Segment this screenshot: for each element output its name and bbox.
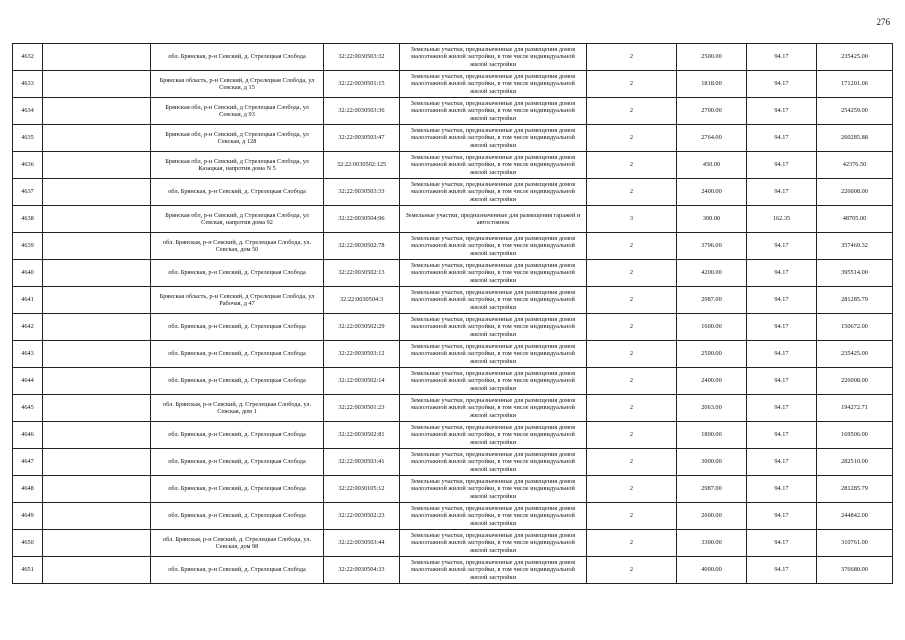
cadastral-value-cell: 282510.00 — [817, 449, 893, 476]
blank-cell — [43, 44, 151, 71]
address-cell: обл. Брянская, р-н Севский, д. Стрелецкая Слобода — [151, 557, 324, 584]
table-row — [13, 422, 893, 449]
use-category-cell: 2 — [587, 341, 677, 368]
table-row — [13, 71, 893, 98]
row-number-cell: 4647 — [13, 449, 43, 476]
rate-cell: 94.17 — [747, 71, 817, 98]
rate-cell: 94.17 — [747, 98, 817, 125]
blank-cell — [43, 395, 151, 422]
address-cell: Брянская обл, р-н Севский, д Стрелецкая Слобода, ул Казацкая, напротив дома N 5 — [151, 152, 324, 179]
table-row — [13, 503, 893, 530]
cadastral-value-cell: 226008.00 — [817, 368, 893, 395]
blank-cell — [43, 530, 151, 557]
land-use-cell: Земельные участки, предназначенные для размещения домов малоэтажной жилой застройки, в том числе индивидуальной жилой застройки — [400, 341, 587, 368]
blank-cell — [43, 98, 151, 125]
cadastral-number-cell: 32:22:0030502:78 — [324, 233, 400, 260]
use-category-cell: 2 — [587, 71, 677, 98]
table-row — [13, 341, 893, 368]
cadastral-value-cell: 254259.00 — [817, 98, 893, 125]
table-row — [13, 152, 893, 179]
rate-cell: 94.17 — [747, 233, 817, 260]
use-category-cell: 2 — [587, 530, 677, 557]
rate-cell: 94.17 — [747, 368, 817, 395]
rate-cell: 94.17 — [747, 557, 817, 584]
blank-cell — [43, 422, 151, 449]
blank-cell — [43, 206, 151, 233]
row-number-cell: 4651 — [13, 557, 43, 584]
cadastral-number-cell: 32:22:0030504:96 — [324, 206, 400, 233]
land-use-cell: Земельные участки, предназначенные для размещения домов малоэтажной жилой застройки, в том числе индивидуальной жилой застройки — [400, 71, 587, 98]
rate-cell: 94.17 — [747, 449, 817, 476]
cadastral-number-cell: 32:22:0030503:36 — [324, 98, 400, 125]
area-cell: 2600.00 — [677, 503, 747, 530]
area-cell: 2987.00 — [677, 287, 747, 314]
use-category-cell: 2 — [587, 233, 677, 260]
area-cell: 1800.00 — [677, 422, 747, 449]
blank-cell — [43, 368, 151, 395]
blank-cell — [43, 152, 151, 179]
area-cell: 2400.00 — [677, 179, 747, 206]
cadastral-number-cell: 32:22:0030503:32 — [324, 44, 400, 71]
address-cell: обл. Брянская, р-н Севский, д. Стрелецкая Слобода — [151, 260, 324, 287]
row-number-cell: 4636 — [13, 152, 43, 179]
use-category-cell: 2 — [587, 44, 677, 71]
area-cell: 2987.00 — [677, 476, 747, 503]
use-category-cell: 2 — [587, 449, 677, 476]
cadastral-number-cell: 32:22:0030503:47 — [324, 125, 400, 152]
blank-cell — [43, 179, 151, 206]
land-use-cell: Земельные участки, предназначенные для размещения гаражей и автостоянок — [400, 206, 587, 233]
address-cell: обл. Брянская, р-н Севский, д. Стрелецкая Слобода — [151, 314, 324, 341]
row-number-cell: 4649 — [13, 503, 43, 530]
area-cell: 4000.00 — [677, 557, 747, 584]
land-use-cell: Земельные участки, предназначенные для размещения домов малоэтажной жилой застройки, в том числе индивидуальной жилой застройки — [400, 503, 587, 530]
rate-cell: 94.17 — [747, 152, 817, 179]
use-category-cell: 2 — [587, 395, 677, 422]
land-use-cell: Земельные участки, предназначенные для размещения домов малоэтажной жилой застройки, в том числе индивидуальной жилой застройки — [400, 233, 587, 260]
use-category-cell: 2 — [587, 287, 677, 314]
address-cell: обл. Брянская, р-н Севский, д. Стрелецкая Слобода — [151, 179, 324, 206]
table-row — [13, 179, 893, 206]
blank-cell — [43, 314, 151, 341]
area-cell: 2500.00 — [677, 44, 747, 71]
use-category-cell: 2 — [587, 179, 677, 206]
address-cell: Брянская обл, р-н Севский, д Стрелецкая Слобода, ул Севская, напротив дома 92 — [151, 206, 324, 233]
table-row — [13, 206, 893, 233]
use-category-cell: 2 — [587, 422, 677, 449]
address-cell: обл. Брянская, р-н Севский, д. Стрелецкая Слобода, ул. Севская, дом 98 — [151, 530, 324, 557]
blank-cell — [43, 341, 151, 368]
land-use-cell: Земельные участки, предназначенные для размещения домов малоэтажной жилой застройки, в том числе индивидуальной жилой застройки — [400, 152, 587, 179]
table-row — [13, 98, 893, 125]
rate-cell: 94.17 — [747, 260, 817, 287]
area-cell: 2500.00 — [677, 341, 747, 368]
row-number-cell: 4640 — [13, 260, 43, 287]
land-use-cell: Земельные участки, предназначенные для размещения домов малоэтажной жилой застройки, в том числе индивидуальной жилой застройки — [400, 44, 587, 71]
cadastral-number-cell: 32:22:0030502:29 — [324, 314, 400, 341]
row-number-cell: 4642 — [13, 314, 43, 341]
blank-cell — [43, 557, 151, 584]
use-category-cell: 2 — [587, 98, 677, 125]
row-number-cell: 4648 — [13, 476, 43, 503]
table-row — [13, 449, 893, 476]
cadastral-value-cell: 310761.00 — [817, 530, 893, 557]
cadastral-number-cell: 32:22:0030503:12 — [324, 341, 400, 368]
blank-cell — [43, 476, 151, 503]
table-row — [13, 260, 893, 287]
address-cell: обл. Брянская, р-н Севский, д. Стрелецкая Слобода — [151, 503, 324, 530]
land-use-cell: Земельные участки, предназначенные для размещения домов малоэтажной жилой застройки, в том числе индивидуальной жилой застройки — [400, 449, 587, 476]
use-category-cell: 2 — [587, 503, 677, 530]
area-cell: 1818.00 — [677, 71, 747, 98]
table-row — [13, 395, 893, 422]
use-category-cell: 2 — [587, 314, 677, 341]
address-cell: обл. Брянская, р-н Севский, д. Стрелецкая Слобода, ул. Севская, дом 50 — [151, 233, 324, 260]
rate-cell: 94.17 — [747, 44, 817, 71]
row-number-cell: 4644 — [13, 368, 43, 395]
row-number-cell: 4638 — [13, 206, 43, 233]
use-category-cell: 2 — [587, 368, 677, 395]
land-use-cell: Земельные участки, предназначенные для размещения домов малоэтажной жилой застройки, в том числе индивидуальной жилой застройки — [400, 476, 587, 503]
address-cell: обл. Брянская, р-н Севский, д. Стрелецкая Слобода — [151, 341, 324, 368]
cadastral-number-cell: 32:22:0030502:23 — [324, 503, 400, 530]
area-cell: 1600.00 — [677, 314, 747, 341]
land-registry-table — [12, 43, 893, 584]
cadastral-number-cell: 32:22:0030504:3 — [324, 287, 400, 314]
land-use-cell: Земельные участки, предназначенные для размещения домов малоэтажной жилой застройки, в том числе индивидуальной жилой застройки — [400, 557, 587, 584]
cadastral-number-cell: 32:22:0030502:14 — [324, 368, 400, 395]
row-number-cell: 4635 — [13, 125, 43, 152]
area-cell: 2400.00 — [677, 368, 747, 395]
blank-cell — [43, 71, 151, 98]
table-row — [13, 314, 893, 341]
cadastral-number-cell: 32:22:0030105:12 — [324, 476, 400, 503]
use-category-cell: 3 — [587, 206, 677, 233]
use-category-cell: 2 — [587, 152, 677, 179]
cadastral-value-cell: 171201.06 — [817, 71, 893, 98]
address-cell: обл. Брянская, р-н Севский, д. Стрелецкая Слобода — [151, 44, 324, 71]
cadastral-number-cell: 32:22:0030503:41 — [324, 449, 400, 476]
address-cell: обл. Брянская, р-н Севский, д. Стрелецкая Слобода — [151, 422, 324, 449]
rate-cell: 94.17 — [747, 314, 817, 341]
area-cell: 2764.00 — [677, 125, 747, 152]
row-number-cell: 4632 — [13, 44, 43, 71]
use-category-cell: 2 — [587, 476, 677, 503]
land-use-cell: Земельные участки, предназначенные для размещения домов малоэтажной жилой застройки, в том числе индивидуальной жилой застройки — [400, 395, 587, 422]
use-category-cell: 2 — [587, 557, 677, 584]
use-category-cell: 2 — [587, 125, 677, 152]
cadastral-value-cell: 357469.32 — [817, 233, 893, 260]
row-number-cell: 4650 — [13, 530, 43, 557]
area-cell: 2700.00 — [677, 98, 747, 125]
blank-cell — [43, 260, 151, 287]
land-use-cell: Земельные участки, предназначенные для размещения домов малоэтажной жилой застройки, в том числе индивидуальной жилой застройки — [400, 98, 587, 125]
cadastral-number-cell: 32:22:0030503:33 — [324, 179, 400, 206]
row-number-cell: 4643 — [13, 341, 43, 368]
address-cell: обл. Брянская, р-н Севский, д. Стрелецкая Слобода, ул. Севская, дом 1 — [151, 395, 324, 422]
table-row — [13, 125, 893, 152]
rate-cell: 94.17 — [747, 530, 817, 557]
land-use-cell: Земельные участки, предназначенные для размещения домов малоэтажной жилой застройки, в том числе индивидуальной жилой застройки — [400, 530, 587, 557]
table-row — [13, 44, 893, 71]
cadastral-value-cell: 48705.00 — [817, 206, 893, 233]
row-number-cell: 4641 — [13, 287, 43, 314]
cadastral-number-cell: 32:22:0030503:44 — [324, 530, 400, 557]
table-row — [13, 368, 893, 395]
blank-cell — [43, 125, 151, 152]
cadastral-value-cell: 395514.00 — [817, 260, 893, 287]
area-cell: 300.00 — [677, 206, 747, 233]
row-number-cell: 4639 — [13, 233, 43, 260]
rate-cell: 94.17 — [747, 125, 817, 152]
cadastral-value-cell: 169506.00 — [817, 422, 893, 449]
cadastral-value-cell: 376680.00 — [817, 557, 893, 584]
table-row — [13, 557, 893, 584]
land-use-cell: Земельные участки, предназначенные для размещения домов малоэтажной жилой застройки, в том числе индивидуальной жилой застройки — [400, 368, 587, 395]
cadastral-value-cell: 281285.79 — [817, 476, 893, 503]
cadastral-value-cell: 194272.71 — [817, 395, 893, 422]
cadastral-value-cell: 150672.00 — [817, 314, 893, 341]
area-cell: 2063.00 — [677, 395, 747, 422]
rate-cell: 162.35 — [747, 206, 817, 233]
table-row — [13, 476, 893, 503]
row-number-cell: 4645 — [13, 395, 43, 422]
land-use-cell: Земельные участки, предназначенные для размещения домов малоэтажной жилой застройки, в том числе индивидуальной жилой застройки — [400, 125, 587, 152]
page-number: 276 — [876, 17, 890, 27]
area-cell: 3000.00 — [677, 449, 747, 476]
land-use-cell: Земельные участки, предназначенные для размещения домов малоэтажной жилой застройки, в том числе индивидуальной жилой застройки — [400, 287, 587, 314]
blank-cell — [43, 233, 151, 260]
cadastral-number-cell: 32:22:0030501:15 — [324, 71, 400, 98]
cadastral-value-cell: 235425.00 — [817, 341, 893, 368]
rate-cell: 94.17 — [747, 476, 817, 503]
area-cell: 450.00 — [677, 152, 747, 179]
land-use-cell: Земельные участки, предназначенные для размещения домов малоэтажной жилой застройки, в том числе индивидуальной жилой застройки — [400, 422, 587, 449]
cadastral-value-cell: 260285.88 — [817, 125, 893, 152]
table-row — [13, 233, 893, 260]
row-number-cell: 4634 — [13, 98, 43, 125]
area-cell: 4200.00 — [677, 260, 747, 287]
cadastral-number-cell: 32:22:0030501:23 — [324, 395, 400, 422]
cadastral-number-cell: 32:22:0030502:81 — [324, 422, 400, 449]
cadastral-value-cell: 226008.00 — [817, 179, 893, 206]
rate-cell: 94.17 — [747, 179, 817, 206]
address-cell: Брянская обл, р-н Севский, д Стрелецкая Слобода, ул Севская, д 128 — [151, 125, 324, 152]
land-use-cell: Земельные участки, предназначенные для размещения домов малоэтажной жилой застройки, в том числе индивидуальной жилой застройки — [400, 179, 587, 206]
table-body — [13, 44, 893, 584]
rate-cell: 94.17 — [747, 422, 817, 449]
address-cell: Брянская обл, р-н Севский, д Стрелецкая Слобода, ул Севская, д 93 — [151, 98, 324, 125]
address-cell: обл. Брянская, р-н Севский, д. Стрелецкая Слобода — [151, 449, 324, 476]
cadastral-number-cell: 32:22:0030502:125 — [324, 152, 400, 179]
table-row — [13, 287, 893, 314]
row-number-cell: 4633 — [13, 71, 43, 98]
cadastral-value-cell: 235425.00 — [817, 44, 893, 71]
use-category-cell: 2 — [587, 260, 677, 287]
area-cell: 3300.00 — [677, 530, 747, 557]
blank-cell — [43, 449, 151, 476]
rate-cell: 94.17 — [747, 395, 817, 422]
cadastral-value-cell: 42376.50 — [817, 152, 893, 179]
rate-cell: 94.17 — [747, 503, 817, 530]
row-number-cell: 4637 — [13, 179, 43, 206]
address-cell: Брянская область, р-н Севский, д Стрелецкая Слобода, ул Рабочая, д 47 — [151, 287, 324, 314]
address-cell: обл. Брянская, р-н Севский, д. Стрелецкая Слобода — [151, 476, 324, 503]
blank-cell — [43, 287, 151, 314]
address-cell: обл. Брянская, р-н Севский, д. Стрелецкая Слобода — [151, 368, 324, 395]
cadastral-number-cell: 32:22:0030502:13 — [324, 260, 400, 287]
cadastral-value-cell: 244842.00 — [817, 503, 893, 530]
blank-cell — [43, 503, 151, 530]
rate-cell: 94.17 — [747, 287, 817, 314]
address-cell: Брянская область, р-н Севский, д Стрелецкая Слобода, ул Севская, д 15 — [151, 71, 324, 98]
row-number-cell: 4646 — [13, 422, 43, 449]
table-row — [13, 530, 893, 557]
land-use-cell: Земельные участки, предназначенные для размещения домов малоэтажной жилой застройки, в том числе индивидуальной жилой застройки — [400, 314, 587, 341]
area-cell: 3796.00 — [677, 233, 747, 260]
rate-cell: 94.17 — [747, 341, 817, 368]
land-use-cell: Земельные участки, предназначенные для размещения домов малоэтажной жилой застройки, в том числе индивидуальной жилой застройки — [400, 260, 587, 287]
cadastral-value-cell: 281285.79 — [817, 287, 893, 314]
cadastral-number-cell: 32:22:0030504:33 — [324, 557, 400, 584]
